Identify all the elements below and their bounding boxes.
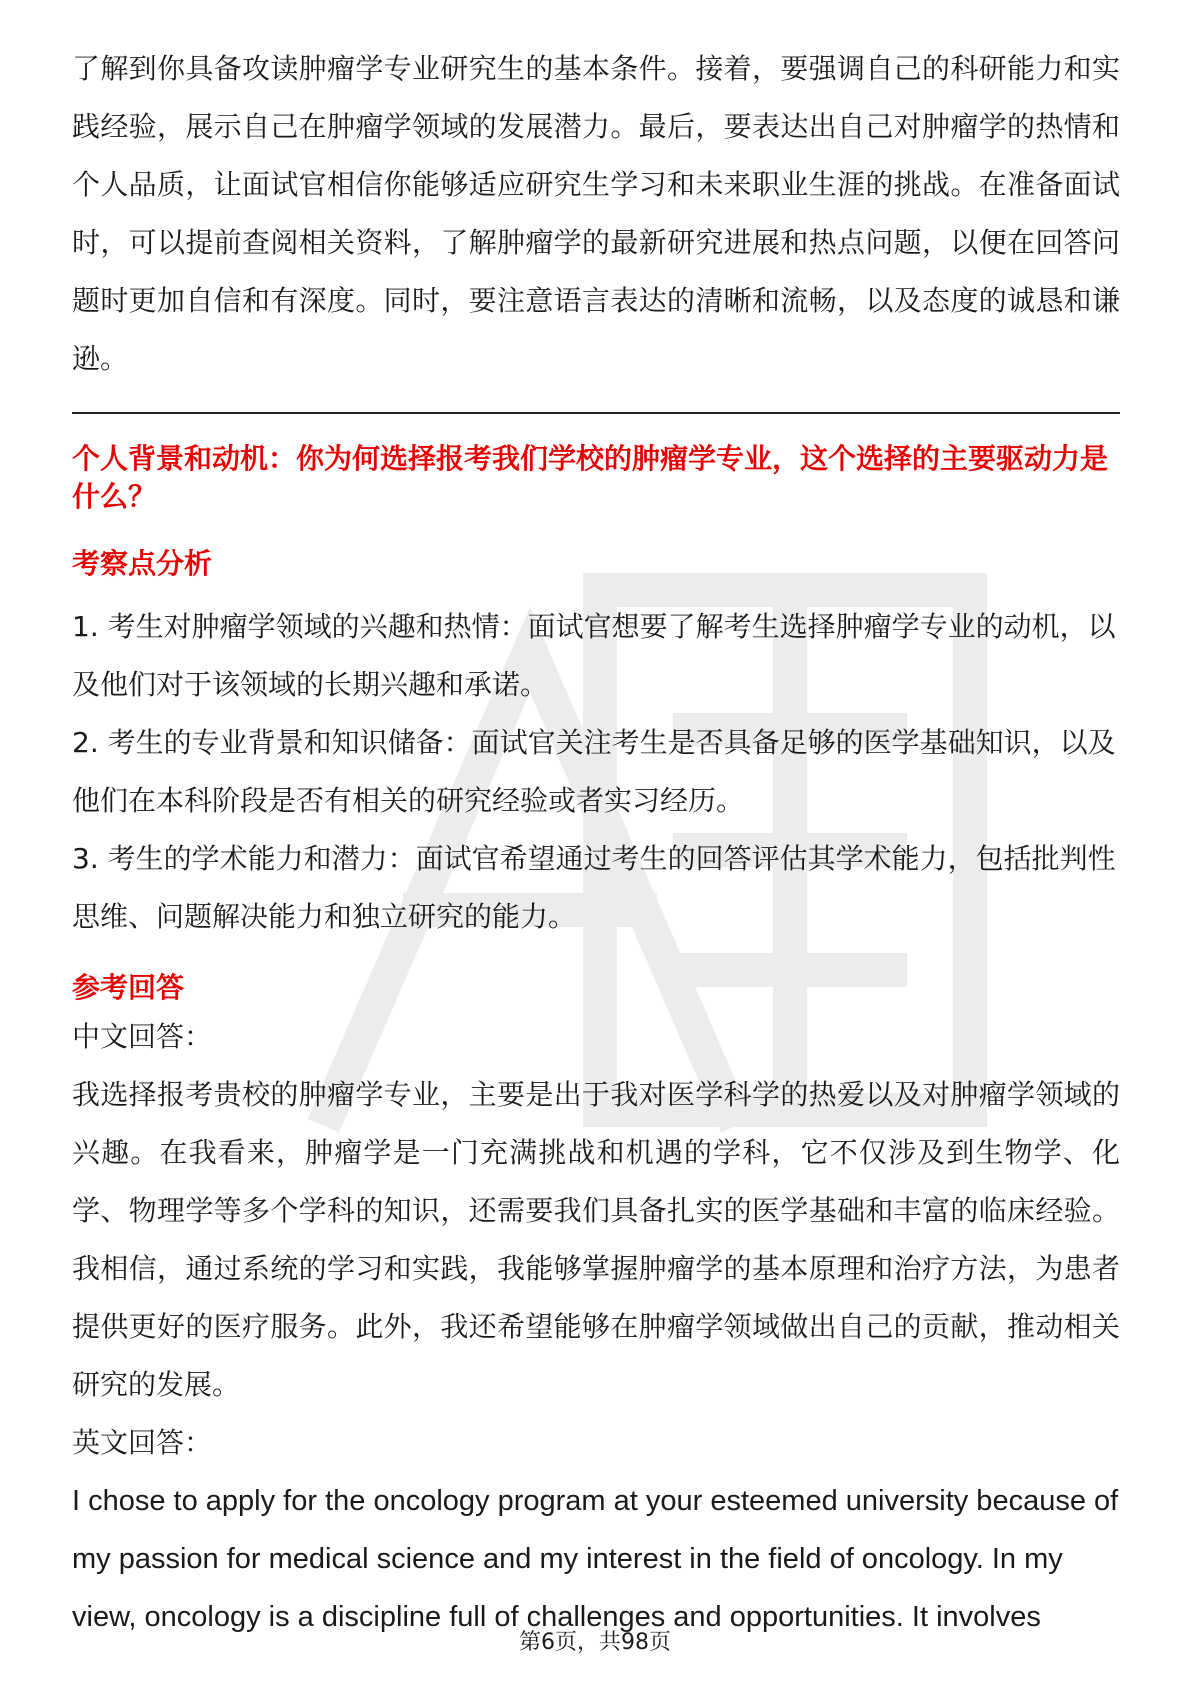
analysis-point-1: 1. 考生对肿瘤学领域的兴趣和热情：面试官想要了解考生选择肿瘤学专业的动机，以及他们对于该领域的长期兴趣和承诺。 — [72, 610, 1116, 701]
intro-paragraph: 了解到你具备攻读肿瘤学专业研究生的基本条件。接着，要强调自己的科研能力和实践经验，展示自己在肿瘤学领域的发展潜力。最后，要表达出自己对肿瘤学的热情和个人品质，让面试官相信你能够适应研究生学习和未来职业生涯的挑战。在准备面试时，可以提前查阅相关资料，了解肿瘤学的最新研究进展和热点问题，以便在回答问题时更加自信和有深度。同时，要注意语言表达的清晰和流畅，以及态度的诚恳和谦逊。 — [72, 52, 1120, 375]
analysis-title: 考察点分析 — [72, 547, 213, 580]
chinese-answer: 我选择报考贵校的肿瘤学专业，主要是出于我对医学科学的热爱以及对肿瘤学领域的兴趣。在我看来，肿瘤学是一门充满挑战和机遇的学科，它不仅涉及到生物学、化学、物理学等多个学科的知识，还需要我们具备扎实的医学基础和丰富的临床经验。我相信，通过系统的学习和实践，我能够掌握肿瘤学的基本原理和治疗方法，为患者提供更好的医疗服务。此外，我还希望能够在肿瘤学领域做出自己的贡献，推动相关研究的发展。 — [72, 1078, 1120, 1401]
english-answer-label: 英文回答： — [72, 1426, 213, 1459]
page-footer: 第6页，共98页 — [519, 1630, 671, 1655]
reference-title: 参考回答 — [72, 971, 185, 1004]
section-divider — [72, 412, 1120, 414]
document-page — [72, 40, 1120, 1646]
analysis-points — [72, 598, 1120, 946]
chinese-answer-label: 中文回答： — [72, 1020, 213, 1053]
analysis-point-2: 2. 考生的专业背景和知识储备：面试官关注考生是否具备足够的医学基础知识，以及他们在本科阶段是否有相关的研究经验或者实习经历。 — [72, 726, 1116, 817]
english-answer: I chose to apply for the oncology program at your esteemed university because of my passion for medical science and my interest in the field of oncology. In my view, oncology is a discipline full of challenges and opportunities. It involves — [72, 1485, 1119, 1633]
interview-question: 个人背景和动机：你为何选择报考我们学校的肿瘤学专业，这个选择的主要驱动力是什么？ — [72, 442, 1109, 513]
analysis-point-3: 3. 考生的学术能力和潜力：面试官希望通过考生的回答评估其学术能力，包括批判性思维、问题解决能力和独立研究的能力。 — [72, 842, 1116, 933]
